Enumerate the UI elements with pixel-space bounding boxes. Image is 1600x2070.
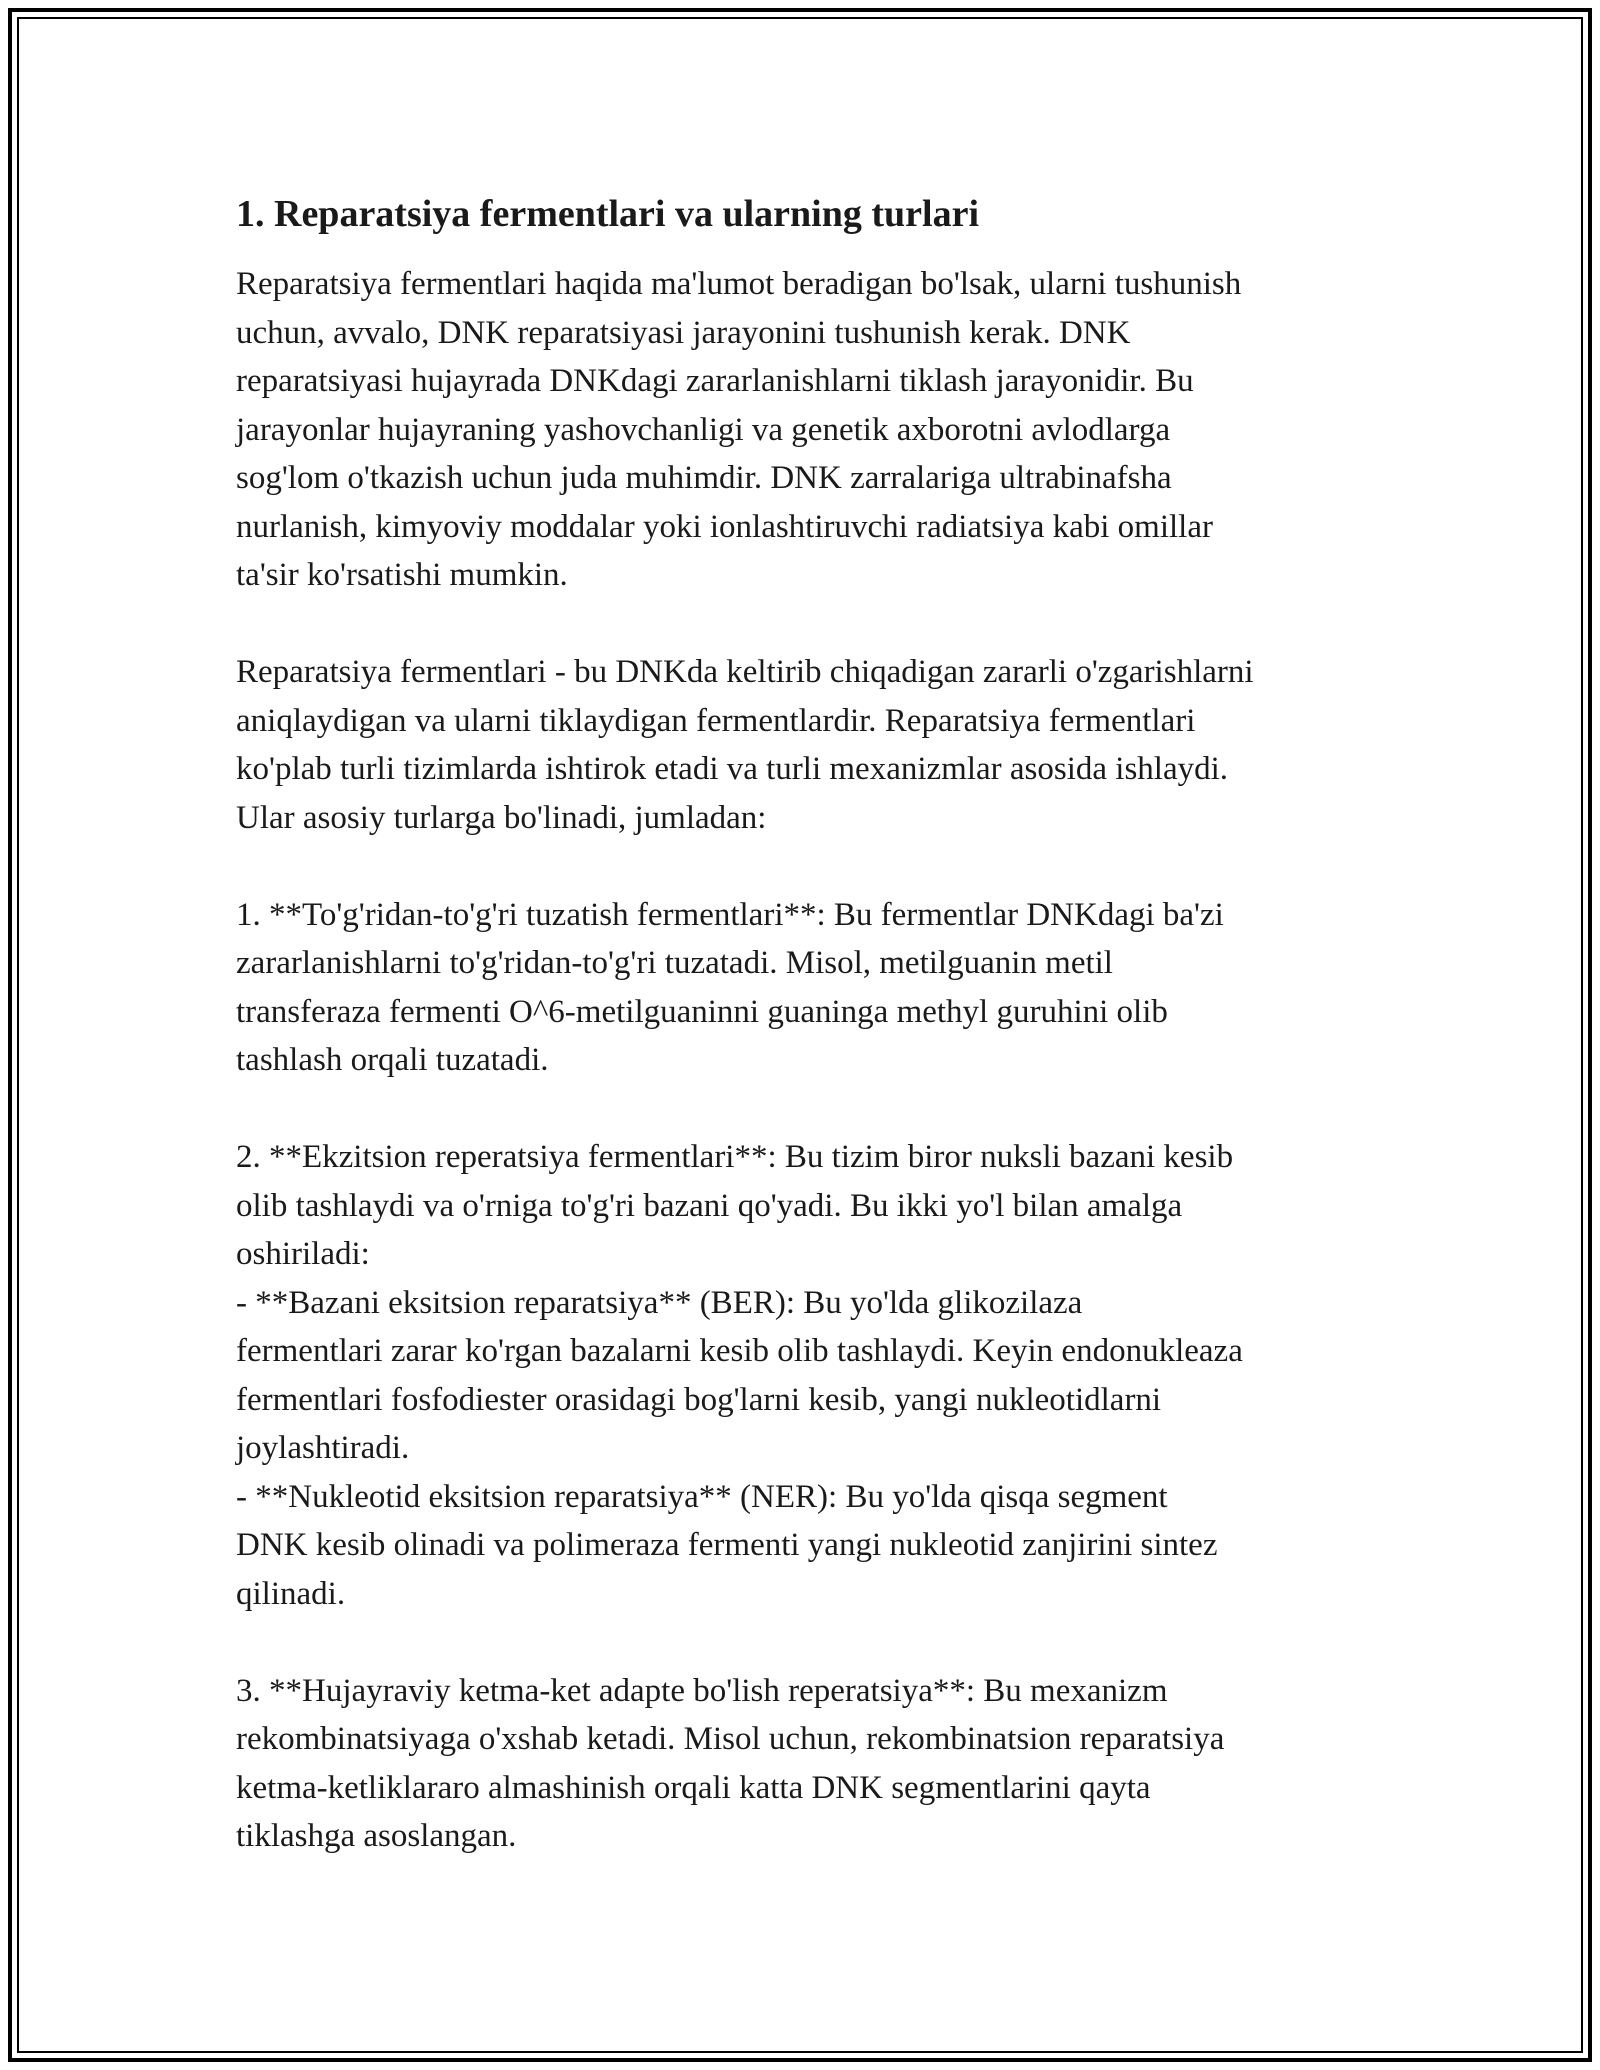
paragraph-definition: Reparatsiya fermentlari - bu DNKda keltirib chiqadigan zararli o'zgarishlarni aniqlaydigan va ularni tiklaydigan fermentlardir. Reparatsiya fermentlari ko'plab turli tizimlarda ishtirok etadi va turli mexanizmlar asosida ishlaydi. Ular asosiy turlarga bo'linadi, jumladan: [236, 654, 1254, 836]
document-body [236, 188, 1416, 1909]
list-item-excision-repair: 2. **Ekzitsion reperatsiya fermentlari**: Bu tizim biror nuksli bazani kesib olib tashlaydi va o'rniga to'g'ri bazani qo'yadi. Bu ikki yo'l bilan amalga oshiriladi: - **Bazani eksitsion reparatsiya** (BER): Bu yo'lda glikozilaza fermentlari zarar ko'rgan bazalarni kesib olib tashlaydi. Keyin endonukleaza fermentlari fosfodiester orasidagi bog'larni kesib, yangi nukleotidlarni joylashtiradi. - **Nukleotid eksitsion reparatsiya** (NER): Bu yo'lda qisqa segment DNK kesib olinadi va polimeraza fermenti yangi nukleotid zanjirini sintez qilinadi. [236, 1139, 1243, 1612]
paragraph-intro: Reparatsiya fermentlari haqida ma'lumot beradigan bo'lsak, ularni tushunish uchun, avvalo, DNK reparatsiyasi jarayonini tushunish kerak. DNK reparatsiyasi hujayrada DNKdagi zararlanishlarni tiklash jarayonidir. Bu jarayonlar hujayraning yashovchanligi va genetik axborotni avlodlarga sog'lom o'tkazish uchun juda muhimdir. DNK zarralariga ultrabinafsha nurlanish, kimyoviy moddalar yoki ionlashtiruvchi radiatsiya kabi omillar ta'sir ko'rsatishi mumkin. [236, 266, 1242, 593]
list-item-recombination-repair: 3. **Hujayraviy ketma-ket adapte bo'lish reperatsiya**: Bu mexanizm rekombinatsiyaga o'xshab ketadi. Misol uchun, rekombinatsion reparatsiya ketma-ketliklararo almashinish orqali katta DNK segmentlarini qayta tiklashga asoslangan. [236, 1672, 1225, 1854]
list-item-direct-repair: 1. **To'g'ridan-to'g'ri tuzatish fermentlari**: Bu fermentlar DNKdagi ba'zi zararlanishlarni to'g'ridan-to'g'ri tuzatadi. Misol, metilguanin metil transferaza fermenti O^6-metilguaninni guaninga methyl guruhini olib tashlash orqali tuzatadi. [236, 896, 1224, 1078]
section-title: 1. Reparatsiya fermentlari va ularning turlari [236, 193, 980, 235]
